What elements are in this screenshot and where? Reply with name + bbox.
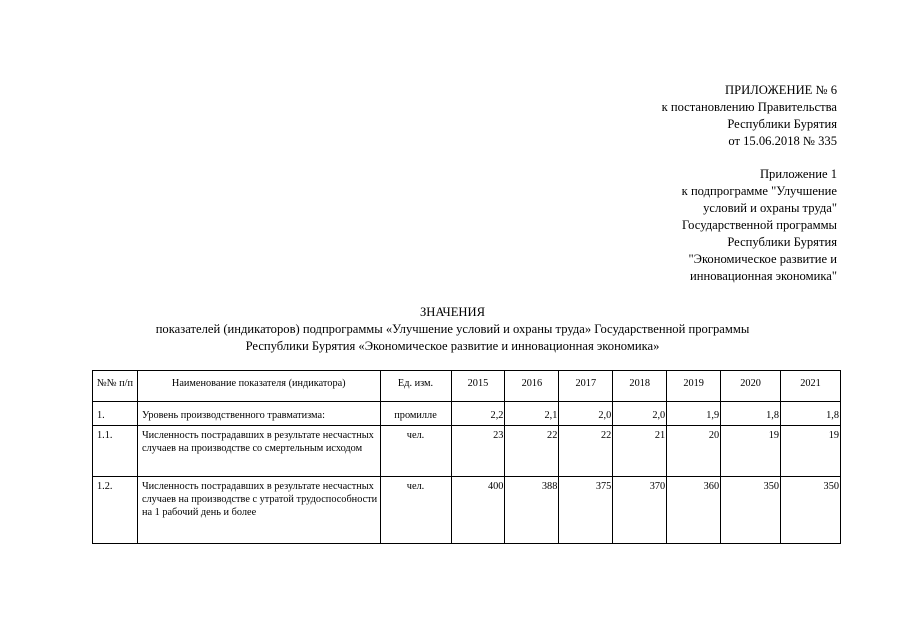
annex-1-line: к подпрограмме "Улучшение	[681, 184, 837, 198]
annex-1-line: Государственной программы	[681, 218, 837, 232]
header-year: 2017	[559, 371, 613, 402]
row-value: 22	[505, 426, 559, 477]
row-value: 350	[781, 477, 841, 544]
annex-1-header	[682, 166, 837, 285]
annex-1-line: Приложение 1	[759, 167, 837, 181]
row-num: 1.2.	[93, 477, 138, 544]
header-year: 2019	[667, 371, 721, 402]
row-value: 19	[721, 426, 781, 477]
row-value: 23	[451, 426, 505, 477]
document-subtitle: показателей (индикаторов) подпрограммы «Улучшение условий и охраны труда» Государственной программы	[155, 322, 750, 336]
table-row	[93, 426, 841, 477]
row-value: 2,0	[613, 402, 667, 426]
table-row	[93, 402, 841, 426]
row-value: 370	[613, 477, 667, 544]
row-value: 360	[667, 477, 721, 544]
annex-1-line: Республики Бурятия	[727, 235, 837, 249]
header-unit: Ед. изм.	[380, 371, 451, 402]
header-year: 2020	[721, 371, 781, 402]
annex-6-line: Республики Бурятия	[727, 117, 837, 131]
row-value: 21	[613, 426, 667, 477]
row-value: 1,8	[721, 402, 781, 426]
row-value: 350	[721, 477, 781, 544]
header-year: 2016	[505, 371, 559, 402]
header-year: 2015	[451, 371, 505, 402]
annex-6-line: ПРИЛОЖЕНИЕ № 6	[725, 83, 837, 97]
row-value: 22	[559, 426, 613, 477]
row-unit: промилле	[380, 402, 451, 426]
row-value: 20	[667, 426, 721, 477]
row-value: 400	[451, 477, 505, 544]
annex-6-line: к постановлению Правительства	[661, 100, 837, 114]
row-value: 1,8	[781, 402, 841, 426]
document-subtitle-line-2: Республики Бурятия «Экономическое развитие и инновационная экономика»	[245, 339, 660, 353]
indicators-table	[92, 370, 841, 544]
header-name: Наименование показателя (индикатора)	[137, 371, 380, 402]
row-value: 1,9	[667, 402, 721, 426]
row-num: 1.	[93, 402, 138, 426]
document-title: ЗНАЧЕНИЯ	[419, 305, 486, 319]
row-num: 1.1.	[93, 426, 138, 477]
row-unit: чел.	[380, 477, 451, 544]
table-header-row	[93, 371, 841, 402]
row-value: 388	[505, 477, 559, 544]
row-value: 2,0	[559, 402, 613, 426]
header-year: 2018	[613, 371, 667, 402]
row-unit: чел.	[380, 426, 451, 477]
row-value: 375	[559, 477, 613, 544]
row-name: Численность пострадавших в результате несчастных случаев на производстве со смертельным исходом	[137, 426, 380, 477]
annex-6-header	[662, 82, 837, 150]
row-value: 2,2	[451, 402, 505, 426]
annex-1-line: условий и охраны труда"	[703, 201, 837, 215]
row-name: Уровень производственного травматизма:	[137, 402, 380, 426]
header-year: 2021	[781, 371, 841, 402]
annex-1-line: "Экономическое развитие и	[688, 252, 837, 266]
row-value: 19	[781, 426, 841, 477]
header-num: №№ п/п	[93, 371, 138, 402]
table-row	[93, 477, 841, 544]
row-name: Численность пострадавших в результате несчастных случаев на производстве с утратой трудоспособности на 1 рабочий день и более	[137, 477, 380, 544]
annex-1-line: инновационная экономика"	[689, 269, 837, 283]
annex-6-line: от 15.06.2018 № 335	[728, 134, 837, 148]
row-value: 2,1	[505, 402, 559, 426]
